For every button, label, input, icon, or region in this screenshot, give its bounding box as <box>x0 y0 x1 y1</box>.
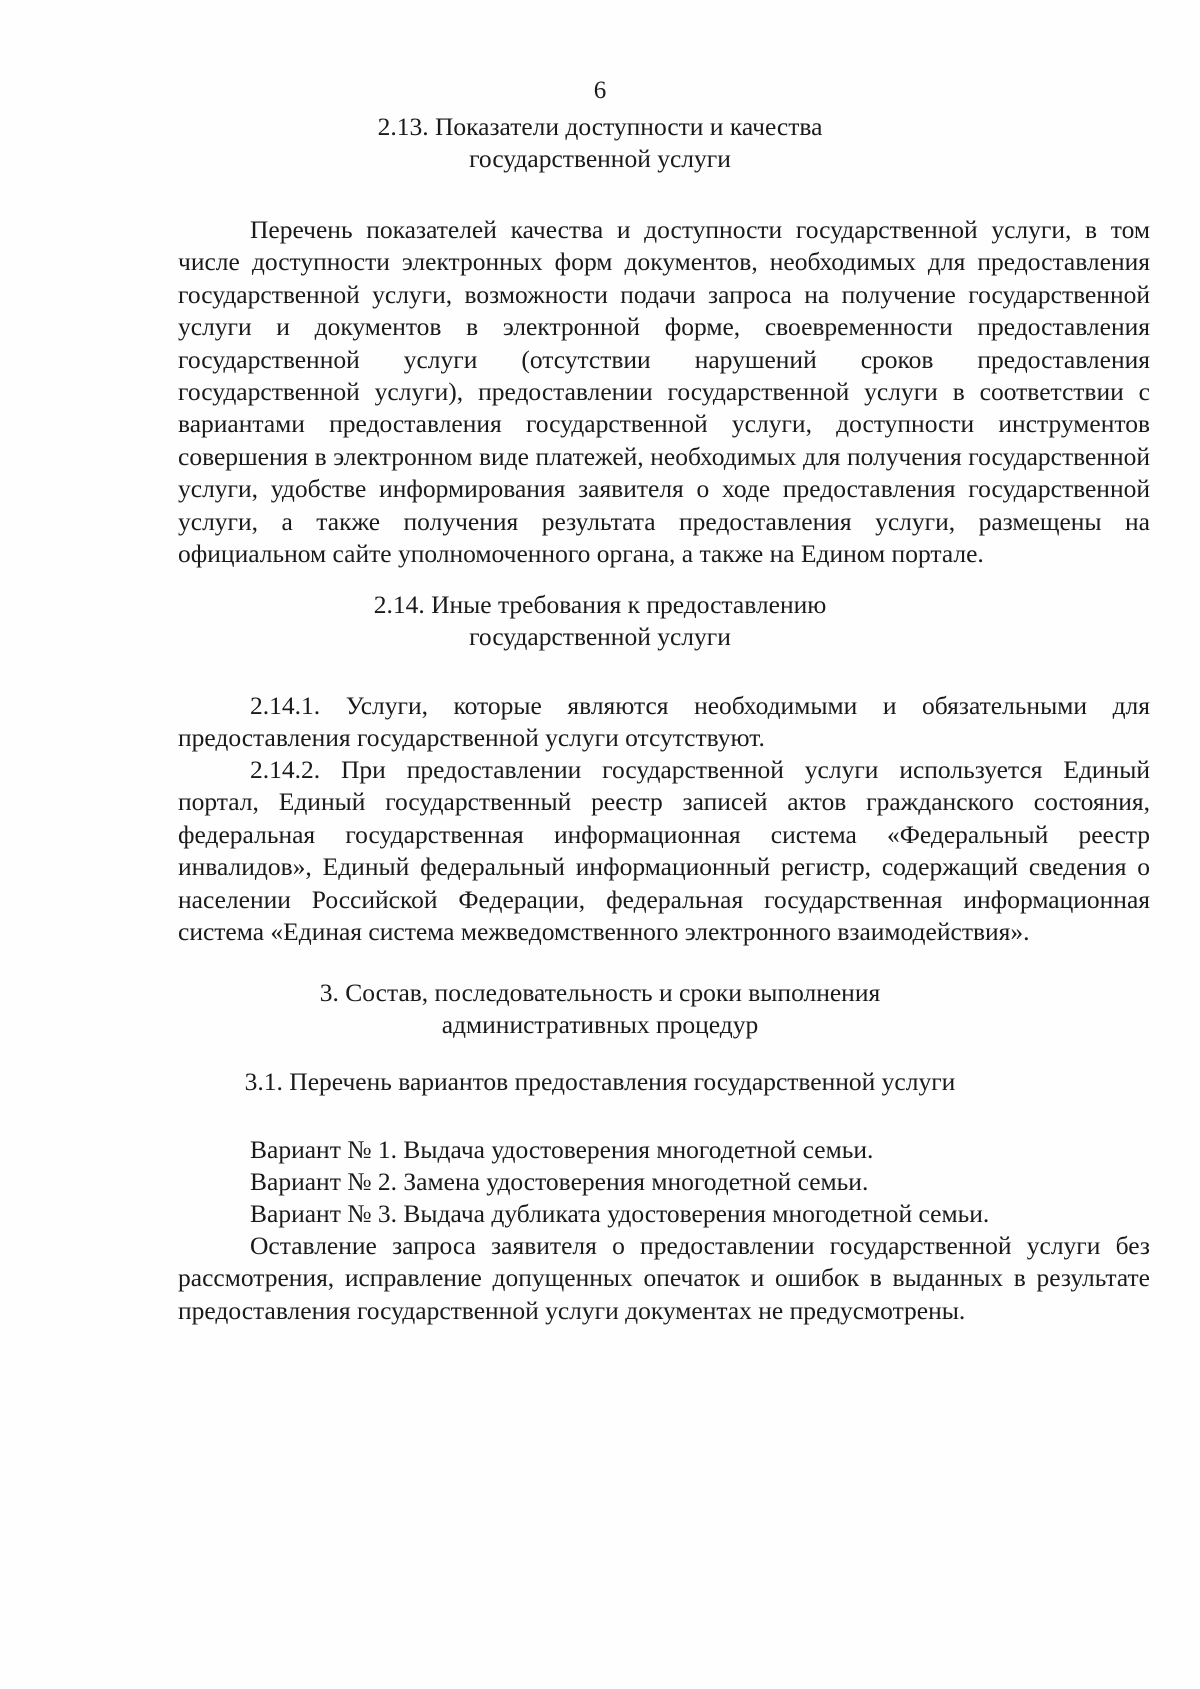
section-3-1-heading: 3.1. Перечень вариантов предоставления государственной услуги <box>244 1067 956 1096</box>
section-2-13-heading: 2.13. Показатели доступности и качества государственной услуги <box>377 112 823 174</box>
section-2-14-heading: 2.14. Иные требования к предоставлению государственной услуги <box>373 590 827 652</box>
variant-2: Вариант № 2. Замена удостоверения многодетной семьи. <box>250 1167 869 1196</box>
section-2-14-2-paragraph: 2.14.2. При предоставлении государственной услуги используется Единый портал, Единый государственный реестр записей актов гражданского состояния, федеральная государственная информационная система «Федеральный реестр инвалидов», Единый федеральный информационный регистр, содержащий сведения о населении Российской Федерации, федеральная государственная информационная система «Единая система межведомственного электронного взаимодействия». <box>178 755 1150 947</box>
page-number: 6 <box>593 77 607 104</box>
variant-3: Вариант № 3. Выдача дубликата удостоверения многодетной семьи. <box>250 1199 990 1228</box>
section-3-heading: 3. Состав, последовательность и сроки выполнения административных процедур <box>319 978 881 1040</box>
section-2-14-1-paragraph: 2.14.1. Услуги, которые являются необходимыми и обязательными для предоставления государственной услуги отсутствуют. <box>178 691 1150 753</box>
section-3-closing-paragraph: Оставление запроса заявителя о предоставлении государственной услуги без рассмотрения, исправление допущенных опечаток и ошибок в выданных в результате предоставления государственной услуги документах не предусмотрены. <box>178 1231 1150 1325</box>
variant-1: Вариант № 1. Выдача удостоверения многодетной семьи. <box>250 1135 874 1164</box>
section-2-13-paragraph: Перечень показателей качества и доступности государственной услуги, в том числе доступности электронных форм документов, необходимых для предоставления государственной услуги, возможности подачи запроса на получение государственной услуги и документов в электронной форме, своевременности предоставления государственной услуги (отсутствии нарушений сроков предоставления государственной услуги), предоставлении государственной услуги в соответствии с вариантами предоставления государственной услуги, доступности инструментов совершения в электронном виде платежей, необходимых для получения государственной услуги, удобстве информирования заявителя о ходе предоставления государственной услуги, а также получения результата предоставления услуги, размещены на официальном сайте уполномоченного органа, а также на Едином портале. <box>178 215 1150 569</box>
